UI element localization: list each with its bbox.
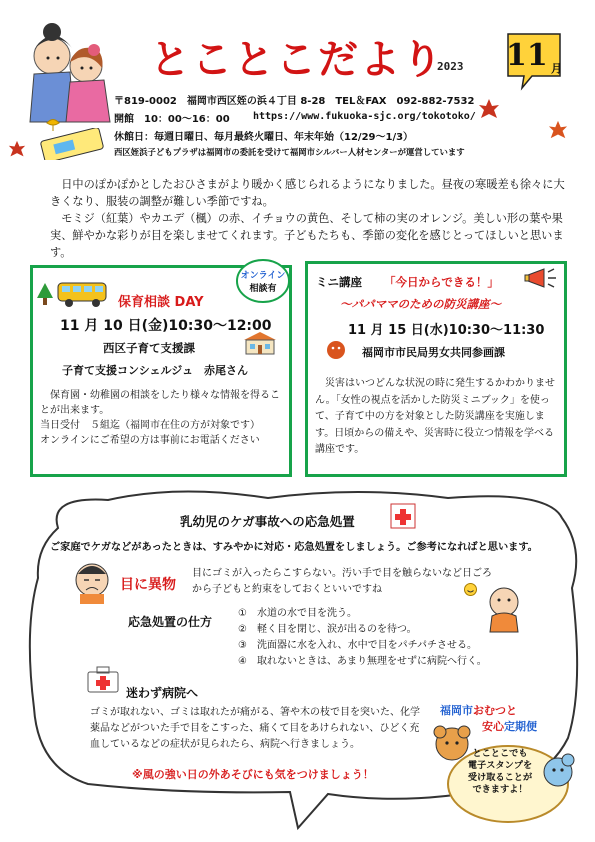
intro-text bbox=[50, 176, 570, 261]
leaf-icon bbox=[8, 140, 26, 158]
diaper-text-line: できますよ！ bbox=[472, 784, 528, 795]
diaper-text-line: 受け取ることが bbox=[467, 772, 533, 783]
baby-icon bbox=[482, 584, 526, 634]
diaper-text-line: 電子スタンプを bbox=[467, 760, 533, 771]
operator-note: 西区姪浜子どもプラザは福岡市の委託を受けて福岡市シルバー人材センターが運営しています bbox=[114, 147, 465, 157]
step-item: ④ 取れないときは、あまり無理をせずに病院へ行く。 bbox=[238, 656, 487, 667]
event1-organizer: 西区子育て支援課 bbox=[103, 341, 195, 355]
event2-subtitle: ～パパママのための防災講座～ bbox=[340, 297, 501, 311]
event1-description: 保育園・幼稚園の相談をしたり様々な情報を得ることが出来ます。 bbox=[40, 390, 280, 416]
megaphone-icon bbox=[524, 266, 558, 290]
newsletter-title: とことこだより bbox=[150, 37, 444, 83]
closed-days: 休館日：毎週日曜日、毎月最終火曜日、年末年始（12/29～1/3） bbox=[114, 132, 414, 143]
bus-icon bbox=[56, 280, 108, 308]
firstaid-intro: ご家庭でケガなどがあったときは、すみやかに対応・応急処置をしましょう。ご参考になればと思います。 bbox=[50, 542, 538, 553]
eye-foreign-object-label: 目に異物 bbox=[120, 577, 176, 593]
online-badge-line1: オンライン bbox=[240, 271, 286, 281]
crying-child-icon bbox=[72, 560, 112, 604]
leaf-icon bbox=[478, 98, 500, 120]
month-suffix: 月 bbox=[551, 62, 562, 75]
diaper-service-text bbox=[448, 748, 552, 796]
event2-datetime: 11 月 15 日(水)10:30～11:30 bbox=[348, 323, 545, 338]
newsletter-year: 2023 bbox=[437, 60, 464, 73]
firstaid-heading: 乳幼児のケガ事故への応急処置 bbox=[180, 514, 355, 529]
website-link[interactable]: https://www.fukuoka-sjc.org/tokotoko/ bbox=[253, 111, 476, 122]
step-item: ③ 洗面器に水を入れ、水中で目をパチパチさせる。 bbox=[238, 640, 477, 651]
first-aid-box-icon bbox=[86, 664, 120, 694]
wind-warning: ※風の強い日の外あそびにも気をつけましょう！ bbox=[132, 768, 374, 781]
opening-hours: 開館 10：00～16：00 bbox=[114, 114, 230, 125]
school-building-icon bbox=[242, 330, 278, 356]
family-icon bbox=[325, 340, 347, 360]
tree-icon bbox=[36, 282, 54, 306]
step-item: ① 水道の水で目を洗う。 bbox=[238, 608, 357, 619]
leaf-icon bbox=[548, 120, 568, 140]
step-item: ② 軽く目を閉じ、涙が出るのを待つ。 bbox=[238, 624, 417, 635]
event2-label: ミニ講座 bbox=[316, 275, 362, 289]
event1-datetime: 11 月 10 日(金)10:30～12:00 bbox=[60, 318, 272, 334]
event1-online-note: オンラインにご希望の方は事前にお電話ください bbox=[40, 435, 260, 446]
eye-foreign-object-text: 目にゴミが入ったらこすらない。汚い手で目を触らないなど日ごろから子どもと約束をしておくといいですね bbox=[192, 568, 492, 595]
diaper-text-line: とことこでも bbox=[472, 748, 528, 759]
event1-title: 保育相談 DAY bbox=[118, 295, 204, 310]
first-aid-kit-icon bbox=[388, 500, 418, 532]
month-number: 11 bbox=[506, 38, 548, 73]
ticket-illustration bbox=[40, 128, 106, 160]
couple-illustration bbox=[22, 14, 122, 124]
hospital-label: 迷わず病院へ bbox=[126, 686, 199, 700]
smile-icon bbox=[464, 583, 477, 596]
diaper-title-safe: 安心 bbox=[482, 720, 504, 733]
event2-title: 「今日からできる！」 bbox=[384, 275, 499, 289]
event2-body: 災害はいつどんな状況の時に発生するかわかりません。「女性の視点を活かした防災ミニブック」を使って、子育て中の方を対象とした防災講座を実施します。日頃からの備えや、災害時に役立つ情報を学べる講座です。 bbox=[315, 378, 555, 455]
hospital-text: ゴミが取れない、ゴミは取れたが痛がる、箸や木の枝で目を突いた、化学薬品などがついた手で目をこすった、痛くて目をあけられない、ひどく充血しているなどの症状が見られたら、病院へ行きましょう。 bbox=[90, 707, 420, 750]
postal-address: 〒819-0002 福岡市西区姪の浜４丁目 8-28 TEL＆FAX 092-882-7532 bbox=[114, 96, 475, 107]
diaper-title-delivery: 定期便 bbox=[504, 720, 537, 733]
diaper-title-city: 福岡市 bbox=[440, 704, 473, 717]
event1-person: 子育て支援コンシェルジュ 赤尾さん bbox=[62, 364, 249, 377]
intro-paragraph: モミジ（紅葉）やカエデ（楓）の赤、イチョウの黄色、そして柿の実のオレンジ。美しい形の葉や果実、鮮やかな彩りが目を楽しませてくれます。子どもたちも、季節の変化を感じとってほしいと思います。 bbox=[50, 212, 564, 259]
event2-organizer: 福岡市市民局男女共同参画課 bbox=[362, 346, 505, 359]
event1-body bbox=[40, 388, 285, 448]
diaper-title-diaper: おむつと bbox=[473, 704, 517, 717]
firstaid-method-label: 応急処置の仕方 bbox=[128, 615, 213, 629]
intro-paragraph: 日中のぽかぽかとしたおひさまがより暖かく感じられるようになりました。昼夜の寒暖差も徐々に大きくなり、服装の調整が難しい季節ですね。 bbox=[50, 178, 565, 208]
online-badge-line2: 相談有 bbox=[249, 284, 277, 294]
firstaid-steps bbox=[238, 606, 487, 670]
event1-reception: 当日受付 ５組迄（福岡市在住の方が対象です） bbox=[40, 420, 260, 431]
